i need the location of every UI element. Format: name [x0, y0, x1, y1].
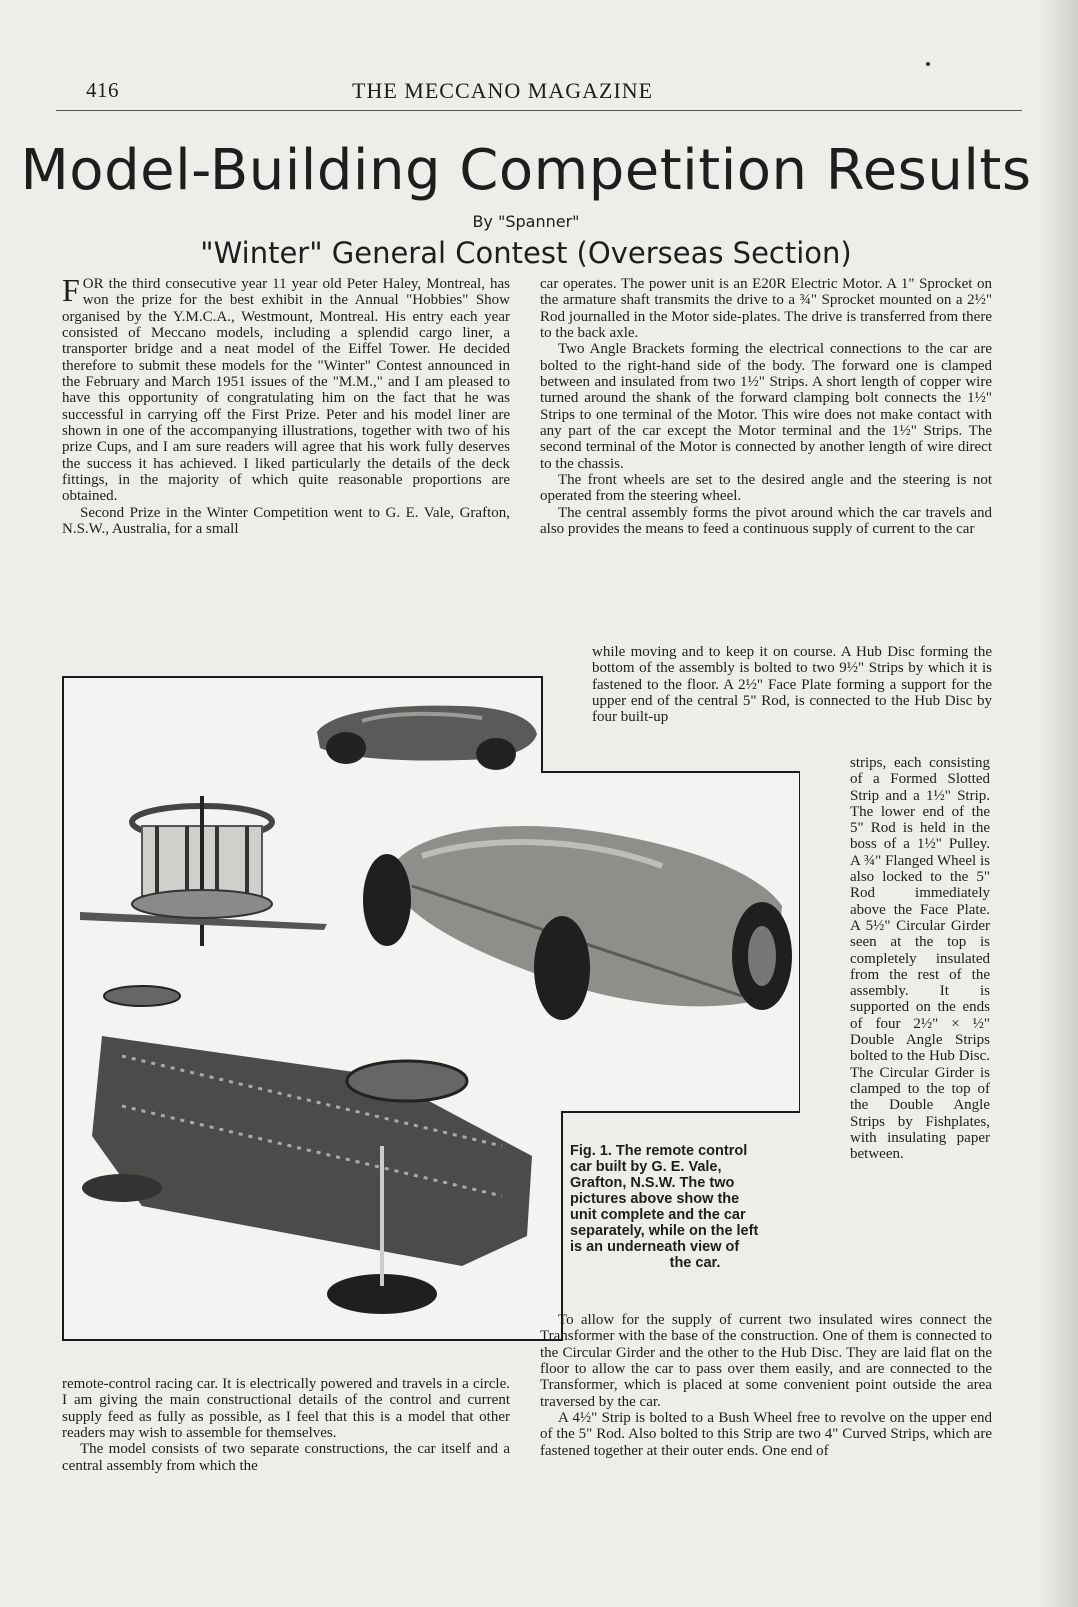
paragraph: The model consists of two separate constructions, the car itself and a central assembly from which the — [62, 1441, 510, 1474]
paragraph: OR the third consecutive year 11 year old Peter Haley, Montreal, has won the prize for the best exhibit in the Annual "Hobbies" Show organised by the Y.M.C.A., Westmount, Montreal. His entry each year consisted of Meccano models, including a splendid cargo liner, a transporter bridge and a neat model of the Eiffel Tower. He decided therefore to submit these models for the "Winter" Contest announced in the February and March 1951 issues of the "M.M.," and I am pleased to have this opportunity of congratulating him on the fact that he was successful in carrying off the First Prize. Peter and his model liner are shown in one of the accompanying illustrations, together with two of his prize Cups, and I am sure readers will agree that his work fully deserves the success it has achieved. I liked particularly the details of the deck fittings, in the majority of which quite reasonable proportions are obtained. — [62, 276, 510, 505]
caption-line: Fig. 1. The remote control — [570, 1143, 748, 1159]
paragraph: To allow for the supply of current two insulated wires connect the Transformer with the base of the construction. One of them is connected to the Circular Girder and the other to the Hub Disc. They are laid flat on the floor to allow the car to pass over them easily, and are connected to the Transformer, which is placed at some convenient point outside the area traversed by the car. — [540, 1312, 992, 1410]
drop-cap: F — [62, 272, 80, 308]
paragraph: Second Prize in the Winter Competition went to G. E. Vale, Grafton, N.S.W., Australia, for a small — [62, 504, 510, 538]
paragraph: while moving and to keep it on course. A Hub Disc forming the bottom of the assembly is bolted to two 9½" Strips by which it is fastened to the floor. A 2½" Face Plate forming a support for the upper end of the central 5" Rod, is connected to the Hub Disc by four built-up — [592, 644, 992, 726]
paragraph: The central assembly forms the pivot around which the car travels and also provides the means to feed a continuous supply of current to the car — [540, 504, 992, 538]
caption-line: unit complete and the car — [570, 1207, 746, 1223]
caption-line: Grafton, N.S.W. The two — [570, 1175, 735, 1191]
right-column-top — [540, 276, 992, 538]
narrow-column — [850, 755, 990, 1162]
caption-line: car built by G. E. Vale, — [570, 1159, 722, 1175]
figure-caption — [570, 1143, 820, 1271]
paragraph: A 4½" Strip is bolted to a Bush Wheel free to revolve on the upper end of the 5" Rod. Also bolted to this Strip are two 4" Curved Strips, which are fastened together at their outer ends. One end of — [540, 1410, 992, 1459]
left-column-top — [62, 272, 510, 538]
small-car-photo — [317, 706, 537, 770]
page-number: 416 — [86, 78, 119, 102]
article-byline: By "Spanner" — [472, 212, 580, 231]
header-rule — [56, 110, 1022, 111]
paragraph: The front wheels are set to the desired angle and the steering is not operated from the steering wheel. — [540, 472, 992, 505]
paragraph: strips, each consisting of a Formed Slotted Strip and a 1½" Strip. The lower end of the 5" Rod is held in the boss of a 1½" Pulley. A ¾" Flanged Wheel is also locked to the 5" Rod immediately above the Face Plate. A 5½" Circular Girder seen at the top is completely insulated from the rest of the assembly. It is supported on the ends of four 2½" × ½" Double Angle Strips bolted to the Hub Disc. The Circular Girder is clamped to the top of the Double Angle Strips by Fishplates, with insulating paper between. — [850, 755, 990, 1163]
caption-line: is an underneath view of — [570, 1239, 740, 1255]
article-title: Model-Building Competition Results — [20, 138, 1032, 203]
caption-line: pictures above show the — [570, 1191, 740, 1207]
right-column-bottom — [540, 1312, 992, 1459]
paragraph: Two Angle Brackets forming the electrical connections to the car are bolted to the right-hand side of the body. The forward one is clamped between and insulated from two 1½" Strips. A short length of copper wire turned around the shank of the forward clamping bolt connects the 1½" Strips to one terminal of the Motor. This wire does not make contact with any part of the car except the Motor terminal and the 1½" Strips. The second terminal of the Motor is connected by another length of wire direct to the chassis. — [540, 341, 992, 472]
paragraph: remote-control racing car. It is electrically powered and travels in a circle. I am giving the main constructional details of the control and current supply feed as fully as possible, as I feel that this is a model that other readers may wish to assemble for themselves. — [62, 1376, 510, 1442]
left-column-bottom — [62, 1376, 510, 1474]
running-head: THE MECCANO MAGAZINE — [352, 78, 654, 103]
article-subtitle: "Winter" General Contest (Overseas Section) — [200, 236, 852, 270]
paragraph: car operates. The power unit is an E20R Electric Motor. A 1" Sprocket on the armature shaft transmits the drive to a ¾" Sprocket mounted on a 2½" Rod journalled in the Motor side-plates. The drive is transferred from there to the back axle. — [540, 276, 992, 342]
caption-line: the car. — [669, 1255, 721, 1271]
ink-spot — [926, 62, 930, 66]
caption-line: separately, while on the left — [570, 1223, 759, 1239]
